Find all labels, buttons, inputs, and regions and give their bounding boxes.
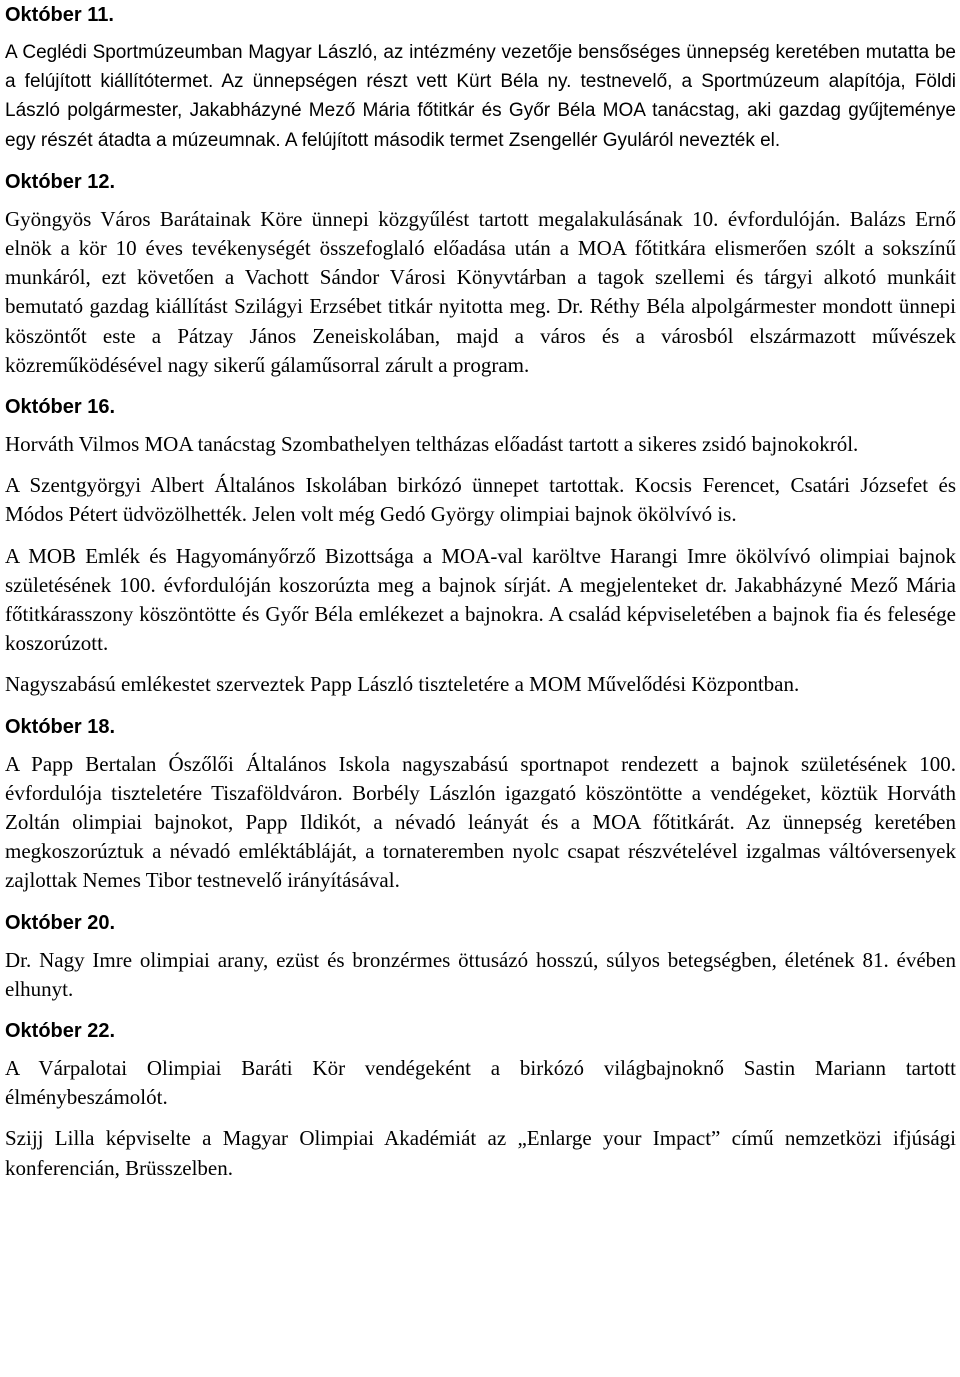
paragraph: Nagyszabású emlékestet szerveztek Papp László tiszteletére a MOM Művelődési Központban.	[5, 672, 800, 697]
date-heading: Október 18.	[5, 715, 116, 738]
date-heading: Október 11.	[5, 4, 114, 26]
paragraph: A Papp Bertalan Ószőlői Általános Iskola nagyszabású sportnapot rendezett a bajnok születésének 100. évfordulója tiszteletére Tiszaföldváron. Borbély Lászlón igazgató köszöntötte a vendégeket, köztük Horváth Zoltán olimpiai bajnokot, Papp Ildikót, a névadó leányát és a MOA főtitkárát. Az ünnepség keretében megkoszorúztuk a névadó emléktábláját, a tornateremben nyolc csapat részvételével izgalmas váltóversenyek zajlottak Nemes Tibor testnevelő irányításával.	[5, 751, 956, 893]
date-heading: Október 22.	[5, 1020, 116, 1043]
paragraph: Szijj Lilla képviselte a Magyar Olimpiai Akadémiát az „Enlarge your Impact” című nemzetközi ifjúsági konferencián, Brüsszelben.	[5, 1126, 956, 1180]
paragraph: A Várpalotai Olimpiai Baráti Kör vendégeként a birkózó világbajnoknő Sastin Mariann tartott élménybeszámolót.	[5, 1056, 956, 1110]
paragraph: A Szentgyörgyi Albert Általános Iskolában birkózó ünnepet tartottak. Kocsis Ferencet, Csatári Józsefet és Módos Pétert üdvözölhették. Jelen volt még Gedó György olimpiai bajnok ökölvívó is.	[5, 473, 956, 527]
document-page	[0, 2, 960, 1377]
paragraph: Gyöngyös Város Barátainak Köre ünnepi közgyűlést tartott megalakulásának 10. évfordulóján. Balázs Ernő elnök a kör 10 éves tevékenységét összefoglaló előadása után a MOA főtitkára elismerően szólt a sokszínű munkáról, ezt követően a Vachott Sándor Városi Könyvtárban a tagok szellemi és tárgyi alkotó munkáit bemutató gazdag kiállítást Szilágyi Erzsébet titkár nyitotta meg. Dr. Réthy Béla alpolgármester mondott ünnepi köszöntőt este a Pátzay János Zeneiskolában, majd a város és a városból elszármazott művészek közreműködésével nagy sikerű gálaműsorral zárult a program.	[5, 206, 956, 377]
paragraph: A MOB Emlék és Hagyományőrző Bizottsága a MOA-val karöltve Harangi Imre ökölvívó olimpiai bajnok születésének 100. évfordulóján koszorúzta meg a bajnok sírját. A megjelenteket dr. Jakabházyné Mező Mária főtitkárasszony köszöntötte és Győr Béla emlékezet a bajnokra. A család képviseletében a bajnok fia és felesége koszorúzott.	[5, 543, 956, 656]
paragraph: Horváth Vilmos MOA tanácstag Szombathelyen teltházas előadást tartott a sikeres zsidó bajnokokról.	[5, 432, 859, 457]
date-heading: Október 16.	[5, 396, 116, 419]
paragraph: A Ceglédi Sportmúzeumban Magyar László, az intézmény vezetője bensőséges ünnepség keretében mutatta be a felújított kiállítótermet. Az ünnepségen részt vett Kürt Béla ny. testnevelő, a Sportmúzeum alapítója, Földi László polgármester, Jakabházyné Mező Mária főtitkár és Győr Béla MOA tanácstag, aki gazdag gyűjteménye egy részét átadta a múzeumnak. A felújított második termet Zsengellér Gyuláról nevezték el.	[5, 42, 956, 151]
date-heading: Október 20.	[5, 911, 116, 934]
paragraph: Dr. Nagy Imre olimpiai arany, ezüst és bronzérmes öttusázó hosszú, súlyos betegségben, életének 81. évében elhunyt.	[5, 947, 956, 1001]
date-heading: Október 12.	[5, 170, 116, 193]
